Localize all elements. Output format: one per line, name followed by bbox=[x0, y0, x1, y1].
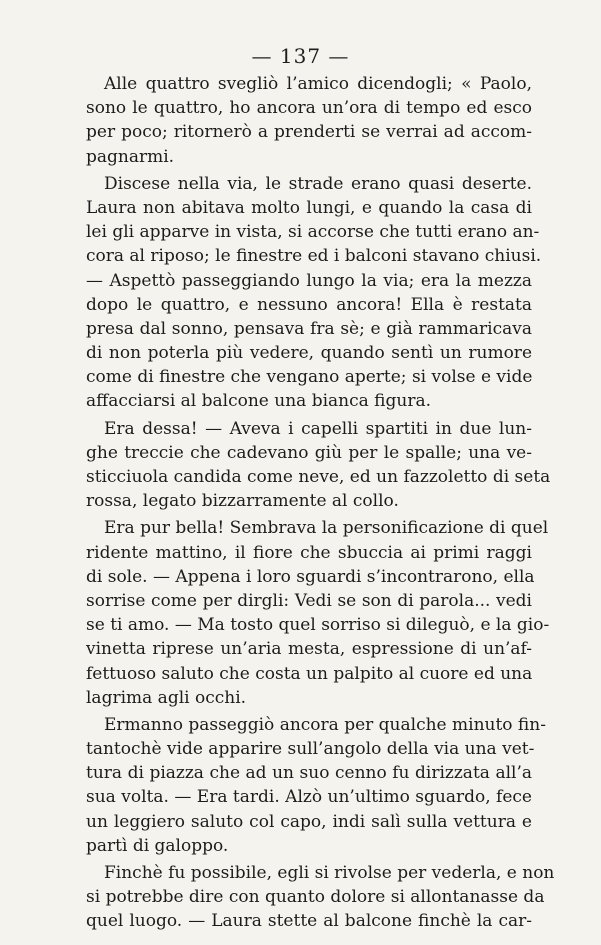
text-line: quel luogo. — Laura stette al balcone finchè la car- bbox=[86, 911, 532, 932]
text-line: pagnarmi. bbox=[86, 146, 175, 167]
text-line: affacciarsi al balcone una bianca figura. bbox=[86, 391, 431, 412]
text-line: sua volta. — Era tardi. Alzò un’ultimo sguardo, fece bbox=[86, 787, 532, 808]
text-line: vinetta riprese un’aria mesta, espressione di un’af- bbox=[86, 639, 532, 660]
text-line: fettuoso saluto che costa un palpito al cuore ed una bbox=[86, 663, 533, 684]
text-line: Era pur bella! Sembrava la personificazione di quel bbox=[104, 518, 549, 539]
text-line: ridente mattino, il fiore che sbuccia ai primi raggi bbox=[86, 542, 532, 563]
paragraph bbox=[86, 172, 542, 414]
text-line: lei gli apparve in vista, si accorse che tutti erano an- bbox=[86, 222, 540, 243]
page-number: — 137 — bbox=[251, 44, 350, 68]
text-line: Laura non abitava molto lungi, e quando la casa di bbox=[86, 197, 532, 218]
text-line: sorrise come per dirgli: Vedi se son di parola... vedi bbox=[86, 590, 532, 611]
text-line: presa dal sonno, pensava fra sè; e già rammaricava bbox=[86, 318, 532, 339]
text-line: partì di galoppo. bbox=[86, 835, 229, 856]
text-line: — Aspettò passeggiando lungo la via; era la mezza bbox=[86, 270, 532, 291]
text-line: dopo le quattro, e nessuno ancora! Ella è restata bbox=[86, 294, 532, 315]
body-text bbox=[86, 72, 555, 934]
text-line: sono le quattro, ho ancora un’ora di tempo ed esco bbox=[86, 98, 532, 119]
paragraph bbox=[86, 713, 546, 858]
paragraph bbox=[86, 417, 551, 514]
text-line: si potrebbe dire con quanto dolore si allontanasse da bbox=[86, 887, 545, 908]
text-line: sticciuola candida come neve, ed un fazzoletto di seta bbox=[86, 467, 551, 487]
paragraph bbox=[86, 516, 550, 710]
text-line: un leggiero saluto col capo, indi salì sulla vettura e bbox=[86, 811, 532, 832]
text-line: di sole. — Appena i loro sguardi s’incontrarono, ella bbox=[86, 566, 535, 587]
text-line: lagrima agli occhi. bbox=[86, 687, 247, 708]
text-line: per poco; ritornerò a prenderti se verrai ad accom- bbox=[86, 122, 532, 143]
text-line: se ti amo. — Ma tosto quel sorriso si dileguò, e la gio- bbox=[86, 615, 550, 636]
text-line: tantochè vide apparire sull’angolo della via una vet- bbox=[86, 739, 535, 760]
text-line: ghe treccie che cadevano giù per le spalle; una ve- bbox=[86, 442, 532, 463]
text-line: come di finestre che vengano aperte; si volse e vide bbox=[86, 367, 533, 388]
paragraph bbox=[86, 861, 555, 934]
text-line: cora al riposo; le finestre ed i balconi stavano chiusi. bbox=[86, 246, 542, 267]
text-line: Discese nella via, le strade erano quasi deserte. bbox=[104, 173, 532, 194]
text-line: Era dessa! — Aveva i capelli spartiti in due lun- bbox=[104, 418, 532, 439]
text-line: di non poterla più vedere, quando sentì un rumore bbox=[86, 343, 532, 364]
paragraph bbox=[86, 72, 532, 169]
text-line: Finchè fu possibile, egli si rivolse per vederla, e non bbox=[104, 863, 555, 883]
text-line: rossa, legato bizzarramente al collo. bbox=[86, 491, 399, 512]
text-line: Ermanno passeggiò ancora per qualche minuto fin- bbox=[104, 714, 546, 735]
text-line: tura di piazza che ad un suo cenno fu dirizzata all’a bbox=[86, 763, 532, 784]
text-line: Alle quattro svegliò l’amico dicendogli; « Paolo, bbox=[104, 74, 532, 94]
